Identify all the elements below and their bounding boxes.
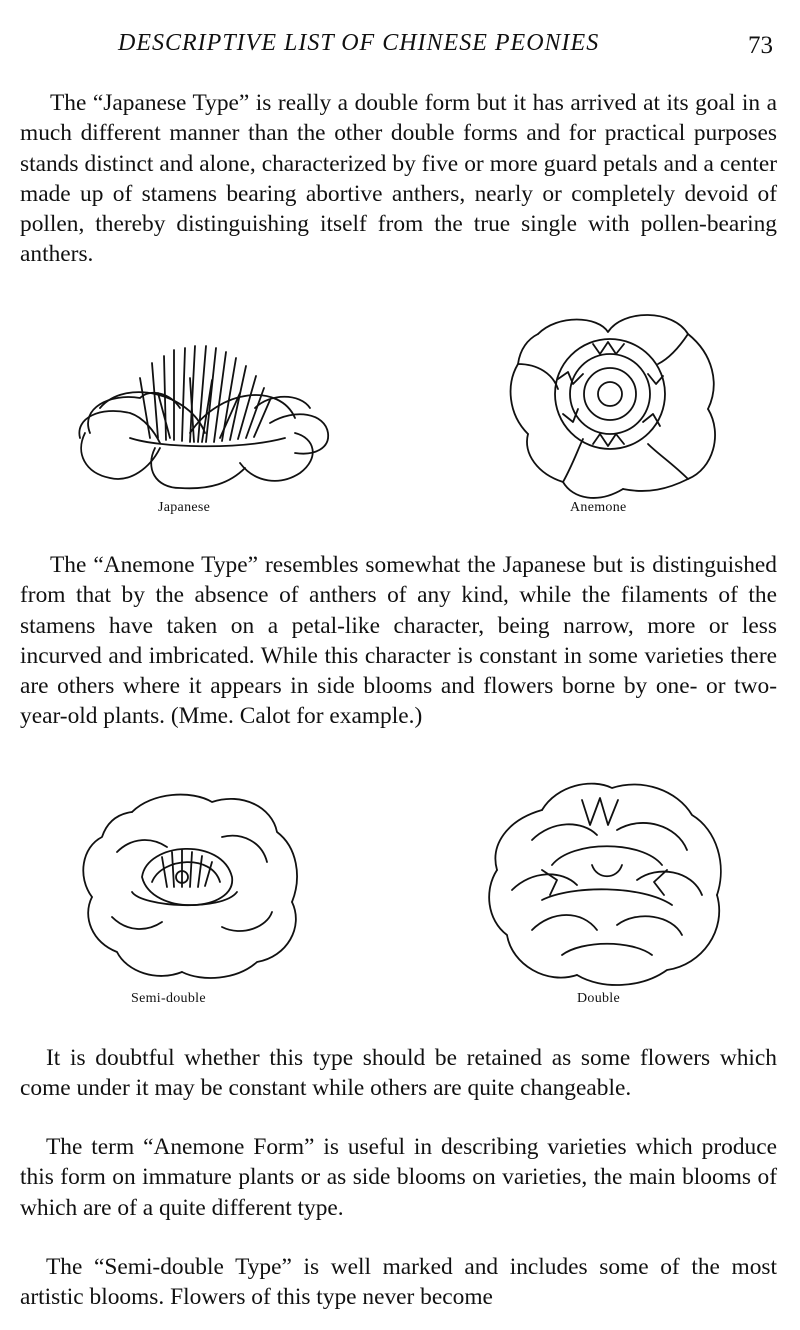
page-header bbox=[0, 26, 800, 66]
figure-anemone bbox=[498, 304, 728, 504]
figure-double bbox=[482, 770, 732, 992]
semi-double-peony-drawing bbox=[72, 782, 308, 988]
caption-japanese: Japanese bbox=[158, 500, 211, 515]
page-number: 73 bbox=[748, 32, 773, 59]
running-title: DESCRIPTIVE LIST OF CHINESE PEONIES bbox=[118, 30, 600, 56]
anemone-peony-drawing bbox=[498, 304, 728, 504]
japanese-peony-drawing bbox=[70, 338, 340, 498]
paragraph-anemone-type: The “Anemone Type” resembles somewhat the Japanese but is distinguished from that by the absence of anthers of any kind, while the filaments of the stamens have taken on a petal-like character, being narrow, more or less incurved and imbricated. While this character is constant in some varieties there are others where it appears in side blooms and flowers borne by one- or two-year-old plants. (Mme. Calot for example.) bbox=[20, 552, 777, 730]
double-peony-drawing bbox=[482, 770, 732, 992]
caption-double: Double bbox=[577, 991, 621, 1006]
semi-double-stamens bbox=[162, 850, 212, 887]
figure-semi-double bbox=[72, 782, 308, 988]
paragraph-semi-double-type: The “Semi-double Type” is well marked and includes some of the most artistic blooms. Flowers of this type never become bbox=[20, 1254, 777, 1311]
figure-japanese bbox=[70, 338, 340, 498]
petaloid-center bbox=[555, 339, 665, 449]
paragraph-doubtful: It is doubtful whether this type should be retained as some flowers which come under it may be constant while others are quite changeable. bbox=[20, 1045, 777, 1102]
caption-anemone: Anemone bbox=[570, 500, 627, 515]
paragraph-japanese-type: The “Japanese Type” is really a double form but it has arrived at its goal in a much different manner than the other double forms and for practical purposes stands distinct and alone, characterized by five or more guard petals and a center made up of stamens bearing abortive anthers, nearly or completely devoid of pollen, thereby distinguishing itself from the true single with pollen-bearing anthers. bbox=[20, 90, 777, 268]
caption-semi-double: Semi-double bbox=[131, 991, 206, 1006]
paragraph-anemone-form: The term “Anemone Form” is useful in describing varieties which produce this form on immature plants or as side blooms on varieties, the main blooms of which are of a quite different type. bbox=[20, 1134, 777, 1221]
